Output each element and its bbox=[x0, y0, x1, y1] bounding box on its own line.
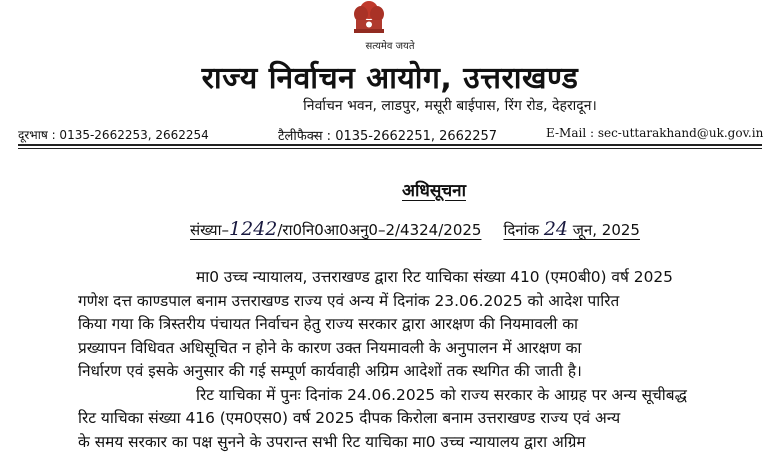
notice-body bbox=[78, 266, 768, 454]
ref-suffix: /रा0नि0आ0अनु0–2/4324/2025 bbox=[277, 221, 482, 239]
reference-line bbox=[190, 218, 640, 240]
body-line: के समय सरकार का पक्ष सुनने के उपरान्त सभी रिट याचिका मा0 उच्च न्यायालय द्वारा अग्रिम bbox=[78, 432, 586, 451]
notice-title: अधिसूचना bbox=[402, 181, 466, 201]
header-divider bbox=[18, 144, 762, 146]
paragraph-1 bbox=[78, 266, 768, 384]
national-motto: सत्यमेव जयते bbox=[365, 41, 415, 52]
body-line bbox=[78, 266, 768, 290]
date-label: दिनांक bbox=[503, 221, 540, 239]
email-address: E-Mail : sec-uttarakhand@uk.gov.in bbox=[546, 126, 764, 140]
state-emblem-icon bbox=[347, 0, 391, 36]
body-line bbox=[78, 384, 768, 408]
date-day-handwritten: 24 bbox=[543, 218, 569, 240]
ref-prefix: संख्या– bbox=[190, 221, 230, 239]
body-line: गणेश दत्त काण्डपाल बनाम उत्तराखण्ड राज्य एवं अन्य में दिनांक 23.06.2025 को आदेश पारित bbox=[78, 291, 620, 310]
ref-number-handwritten: 1242 bbox=[229, 218, 278, 240]
body-line: रिट याचिका संख्या 416 (एम0एस0) वर्ष 2025 दीपक किरोला बनाम उत्तराखण्ड राज्य एवं अन्य bbox=[78, 409, 621, 427]
organization-address: निर्वाचन भवन, लाडपुर, मसूरी बाईपास, रिंग रोड, देहरादून। bbox=[303, 98, 597, 114]
paragraph-2 bbox=[78, 384, 768, 455]
body-line-text: रिट याचिका में पुनः दिनांक 24.06.2025 को राज्य सरकार के आग्रह पर अन्य सूचीबद्ध bbox=[196, 385, 687, 404]
body-line: किया गया कि त्रिस्तरीय पंचायत निर्वाचन हेतु राज्य सरकार द्वारा आरक्षण की नियमावली का bbox=[78, 315, 579, 333]
body-line-text: मा0 उच्च न्यायालय, उत्तराखण्ड द्वारा रिट याचिका संख्या 410 (एम0बी0) वर्ष 2025 bbox=[196, 268, 673, 286]
phone-numbers: दूरभाष : 0135-2662253, 2662254 bbox=[18, 128, 209, 142]
header-divider-thin bbox=[18, 148, 762, 149]
telefax-numbers: टैलीफैक्स : 0135-2662251, 2662257 bbox=[278, 129, 498, 144]
body-line: निर्धारण एवं इसके अनुसार की गई सम्पूर्ण कार्यवाही अग्रिम आदेशों तक स्थगित की जाती है। bbox=[78, 362, 582, 380]
body-line: प्रख्यापन विधिवत अधिसूचित न होने के कारण उक्त नियमावली के अनुपालन में आरक्षण का bbox=[78, 338, 582, 357]
organization-name: राज्य निर्वाचन आयोग, उत्तराखण्ड bbox=[201, 61, 579, 96]
date-rest: जून, 2025 bbox=[572, 221, 640, 239]
